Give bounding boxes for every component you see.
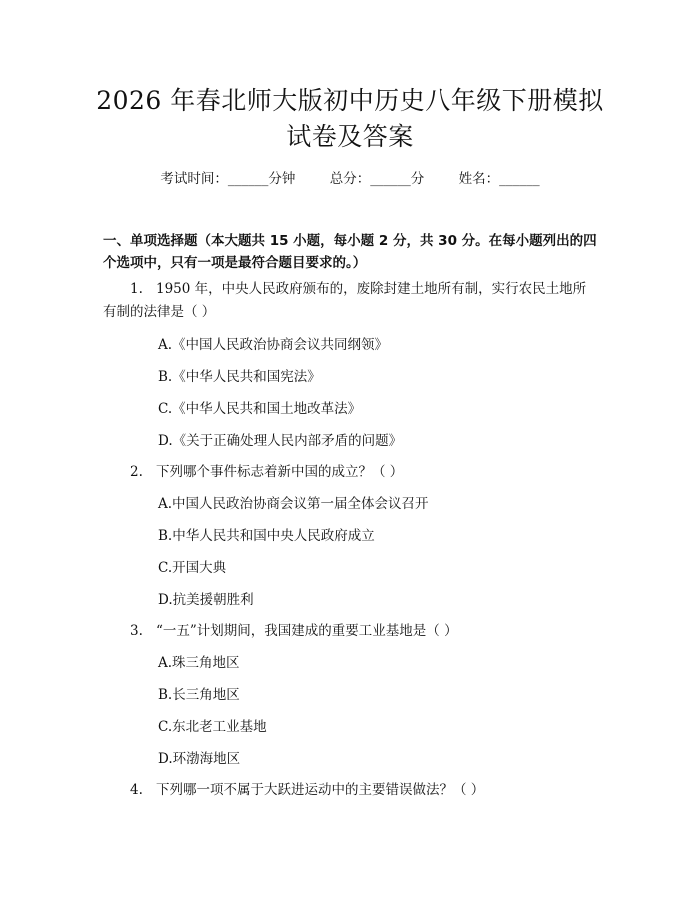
question-3-option-a: A.珠三角地区 <box>158 655 240 671</box>
question-1-option-d: D.《关于正确处理人民内部矛盾的问题》 <box>158 433 403 449</box>
exam-time-field: 考试时间：______分钟 <box>160 171 296 187</box>
question-2-stem <box>130 463 403 481</box>
question-number: 2. <box>130 464 143 480</box>
question-text: “一五”计划期间，我国建成的重要工业基地是（ ） <box>156 623 458 639</box>
question-2-option-a: A.中国人民政治协商会议第一届全体会议召开 <box>158 496 429 512</box>
question-1-stem-continued: 有制的法律是（ ） <box>103 304 216 320</box>
question-2-option-d: D.抗美援朝胜利 <box>158 592 254 608</box>
question-2-option-c: C.开国大典 <box>158 560 227 576</box>
question-1-option-a: A.《中国人民政治协商会议共同纲领》 <box>158 337 389 353</box>
exam-title-line2: 试卷及答案 <box>286 122 414 151</box>
question-number: 1. <box>130 281 143 297</box>
question-number: 3. <box>130 623 143 639</box>
question-1-stem <box>130 280 586 298</box>
question-1-option-b: B.《中华人民共和国宪法》 <box>158 369 321 385</box>
question-number: 4. <box>130 782 143 798</box>
question-3-stem <box>130 622 458 640</box>
question-text: 下列哪一项不属于大跃进运动中的主要错误做法？（ ） <box>156 782 485 798</box>
question-3-option-d: D.环渤海地区 <box>158 751 241 767</box>
question-2-option-b: B.中华人民共和国中央人民政府成立 <box>158 528 375 544</box>
total-score-field: 总分：______分 <box>329 171 425 187</box>
question-text: 1950 年，中央人民政府颁布的，废除封建土地所有制，实行农民土地所 <box>156 281 587 297</box>
exam-meta-row <box>0 170 700 188</box>
question-4-stem <box>130 781 484 799</box>
question-3-option-b: B.长三角地区 <box>158 687 240 703</box>
question-1-option-c: C.《中华人民共和国土地改革法》 <box>158 401 362 417</box>
student-name-field: 姓名：______ <box>458 171 540 187</box>
section-heading: 一、单项选择题（本大题共 15 小题，每小题 2 分，共 30 分。在每小题列出的四个选项中，只有一项是最符合题目要求的。） <box>103 233 597 271</box>
exam-title-line1: 2026 年春北师大版初中历史八年级下册模拟 <box>96 86 604 115</box>
question-3-option-c: C.东北老工业基地 <box>158 719 267 735</box>
question-text: 下列哪个事件标志着新中国的成立？（ ） <box>156 464 404 480</box>
